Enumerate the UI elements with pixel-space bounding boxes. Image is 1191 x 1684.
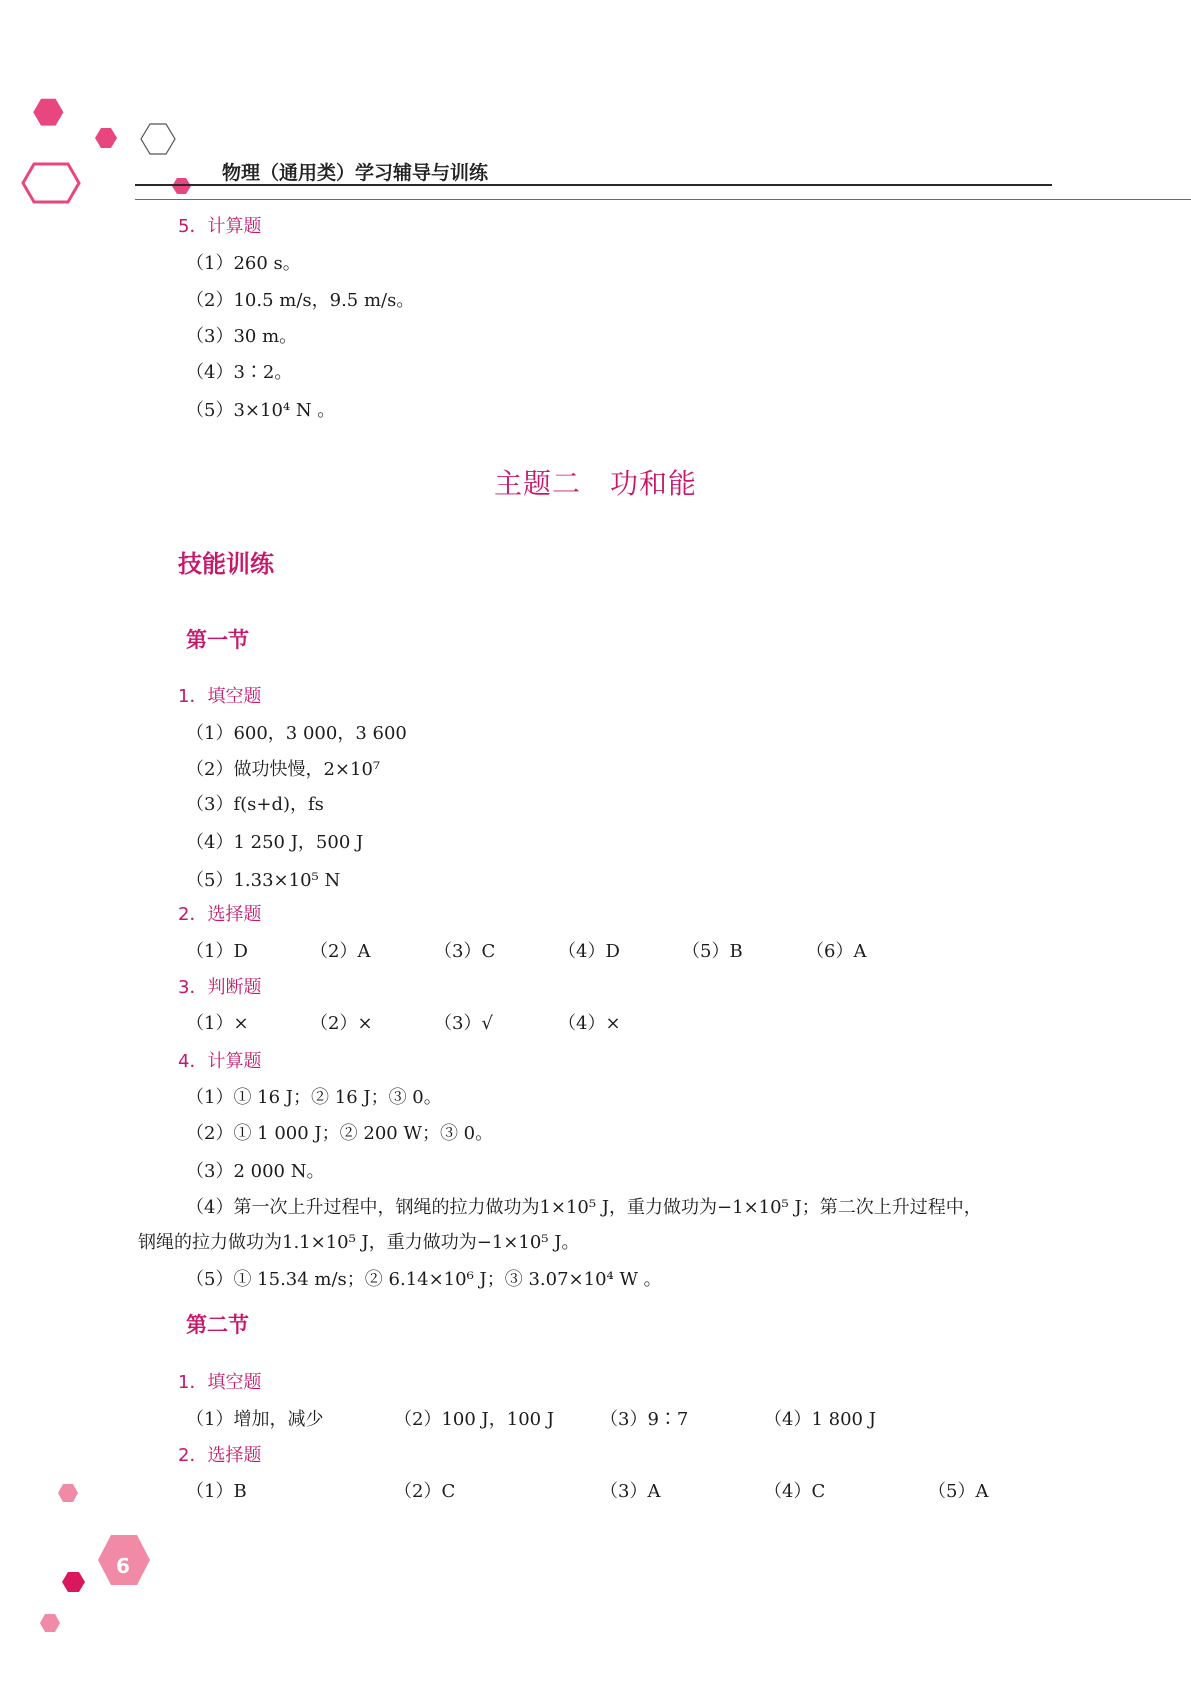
page-number: 6: [116, 1554, 130, 1578]
fill-heading: 1．填空题: [178, 686, 262, 707]
skill-training-title: 技能训练: [178, 550, 274, 578]
header-rule-thin: [135, 199, 1191, 200]
choice-answer: （5）A: [928, 1481, 989, 1502]
choice-heading: 2．选择题: [178, 904, 262, 925]
hexagon-filled-icon: [95, 128, 117, 148]
answer-line: （3）f(s+d)，fs: [186, 794, 324, 815]
answer-line: （5）① 15.34 m/s；② 6.14×10⁶ J；③ 3.07×10⁴ W 。: [186, 1269, 662, 1290]
choice-answer: （1）D: [186, 941, 248, 962]
topic-title: 主题二 功和能: [493, 467, 697, 500]
hexagon-filled-icon: [62, 1572, 85, 1592]
answer-line: （2）做功快慢，2×10⁷: [186, 759, 381, 780]
answer-line: （5）3×10⁴ N 。: [186, 400, 336, 421]
choice-answer: （4）C: [764, 1481, 826, 1502]
choice-answer: （4）D: [558, 941, 620, 962]
answer-line: 钢绳的拉力做功为1.1×10⁵ J，重力做功为−1×10⁵ J。: [138, 1232, 580, 1253]
answer-line: （4）第一次上升过程中，钢绳的拉力做功为1×10⁵ J，重力做功为−1×10⁵ J；第二次上升过程中，: [186, 1197, 982, 1218]
answer-line: （1）600，3 000，3 600: [186, 723, 407, 744]
hexagon-filled-icon: [172, 178, 191, 194]
answer-line: （3）2 000 N。: [186, 1161, 325, 1182]
judge-heading: 3．判断题: [178, 977, 262, 998]
hexagon-decoration-top: [0, 90, 200, 300]
judge-answer: （3）√: [434, 1013, 493, 1034]
judge-answer: （1）×: [186, 1013, 249, 1034]
hexagon-filled-icon: [33, 99, 63, 126]
choice-answer: （2）A: [310, 941, 371, 962]
answer-line: （3）30 m。: [186, 326, 298, 347]
choice-answer: （2）C: [394, 1481, 456, 1502]
judge-answer: （4）×: [558, 1013, 621, 1034]
calc-heading: 4．计算题: [178, 1051, 262, 1072]
answer-line: （1）① 16 J；② 16 J；③ 0。: [186, 1087, 442, 1108]
answer-line: （4）3∶2。: [186, 362, 293, 383]
header-rule: [135, 184, 1052, 186]
section-title-2: 第二节: [186, 1312, 249, 1337]
answer-line: （4）1 250 J，500 J: [186, 832, 364, 853]
running-header-title: 物理（通用类）学习辅导与训练: [222, 162, 489, 184]
answer-line: （5）1.33×10⁵ N: [186, 870, 341, 891]
choice-answer: （6）A: [806, 941, 867, 962]
fill-answer: （3）9∶7: [600, 1409, 689, 1430]
hexagon-filled-icon: [58, 1484, 78, 1502]
choice-answer: （1）B: [186, 1481, 247, 1502]
hexagon-outline-icon: [141, 124, 175, 154]
choice-heading: 2．选择题: [178, 1445, 262, 1466]
section-title-1: 第一节: [186, 627, 249, 652]
fill-heading: 1．填空题: [178, 1372, 262, 1393]
hexagon-outline-icon: [23, 164, 79, 202]
choice-answer: （5）B: [682, 941, 743, 962]
choice-answer: （3）C: [434, 941, 496, 962]
calc-heading-prev: 5．计算题: [178, 216, 262, 237]
hexagon-filled-icon: [40, 1614, 60, 1632]
answer-line: （1）260 s。: [186, 253, 301, 274]
fill-answer: （2）100 J，100 J: [394, 1409, 555, 1430]
fill-answer: （4）1 800 J: [764, 1409, 876, 1430]
judge-answer: （2）×: [310, 1013, 373, 1034]
answer-line: （2）① 1 000 J；② 200 W；③ 0。: [186, 1123, 494, 1144]
choice-answer: （3）A: [600, 1481, 661, 1502]
fill-answer: （1）增加，减少: [186, 1409, 324, 1430]
answer-line: （2）10.5 m/s，9.5 m/s。: [186, 290, 415, 311]
